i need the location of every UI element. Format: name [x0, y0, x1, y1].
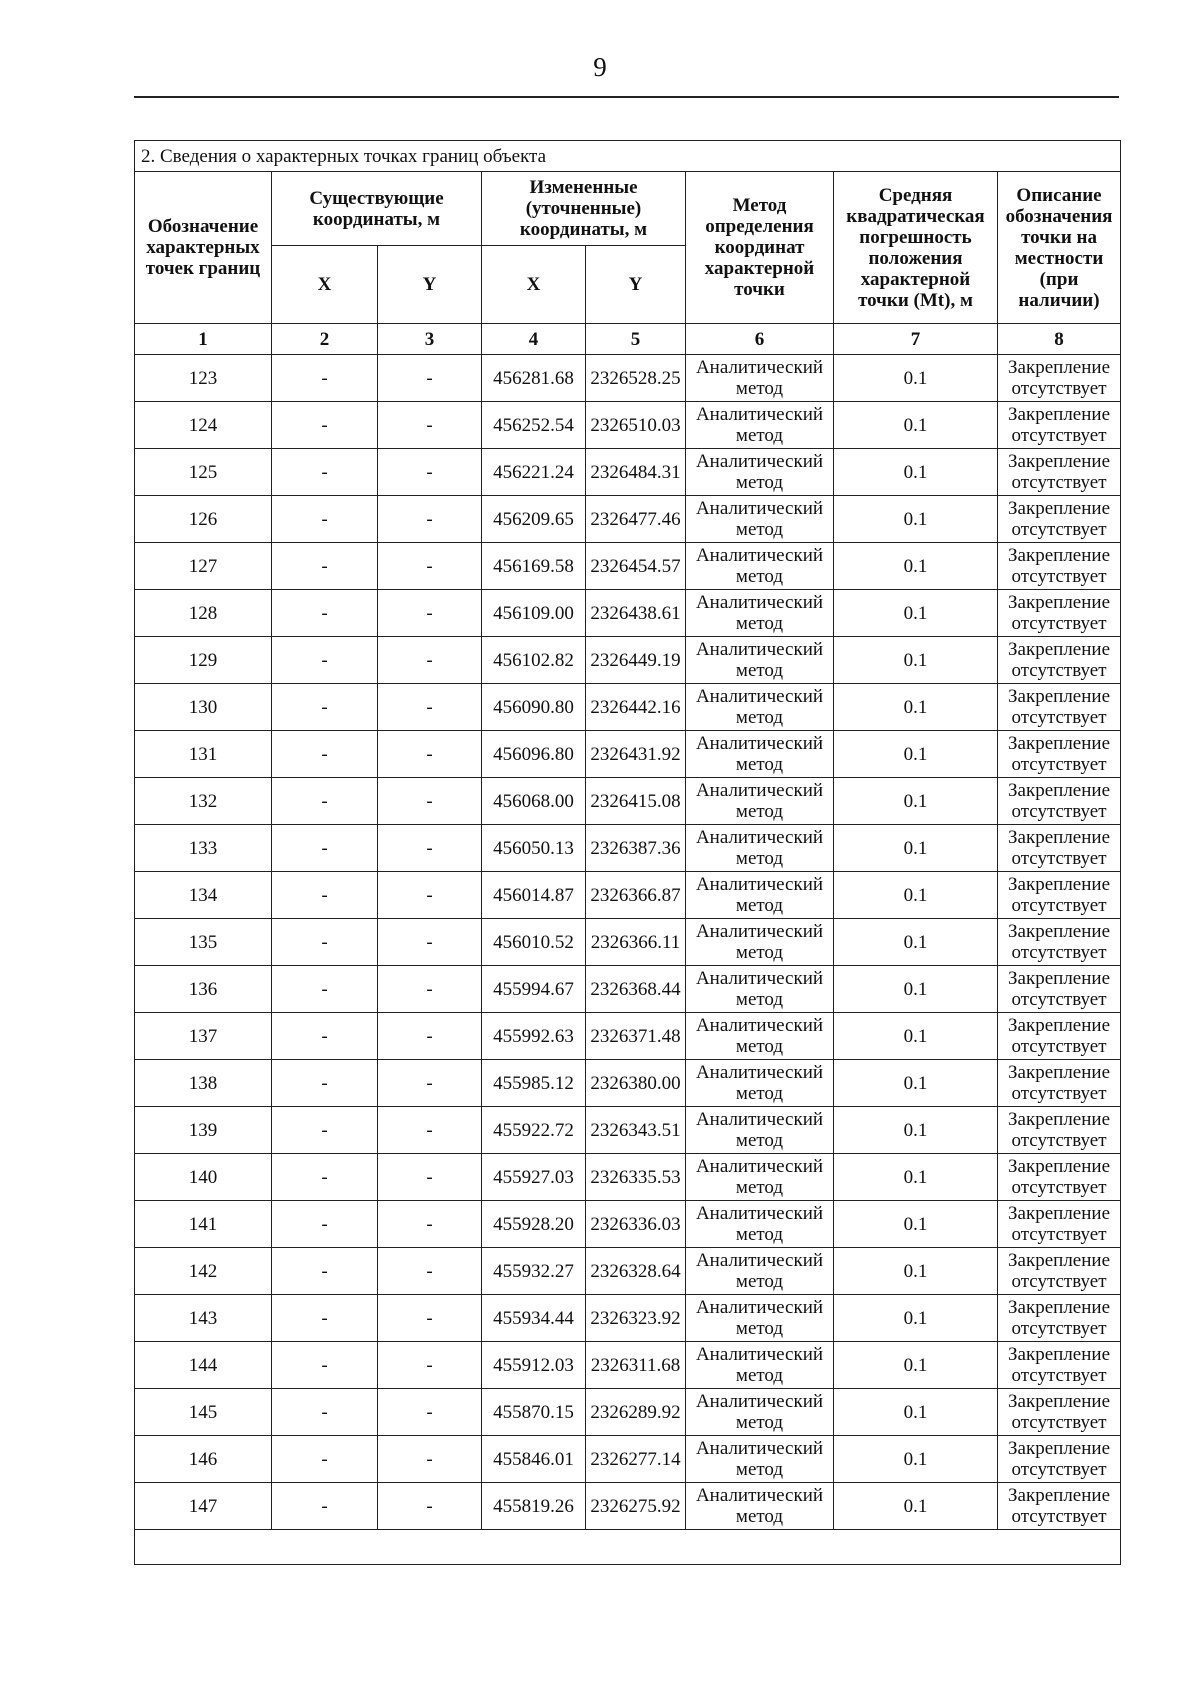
point-number-cell: 140: [135, 1154, 272, 1201]
existing-y-cell: -: [378, 543, 482, 590]
existing-y-cell: -: [378, 1248, 482, 1295]
method-cell: Аналитический метод: [686, 825, 834, 872]
table-row: [135, 966, 1121, 1013]
point-number-cell: 141: [135, 1201, 272, 1248]
existing-y-cell: -: [378, 1060, 482, 1107]
table-row: [135, 731, 1121, 778]
table-row: [135, 590, 1121, 637]
existing-x-cell: -: [272, 496, 378, 543]
existing-x-cell: -: [272, 778, 378, 825]
existing-x-cell: -: [272, 1342, 378, 1389]
existing-x-cell: -: [272, 1201, 378, 1248]
existing-y-cell: -: [378, 496, 482, 543]
header-existing-y: Y: [378, 246, 482, 324]
method-cell: Аналитический метод: [686, 1436, 834, 1483]
description-cell: Закрепление отсутствует: [998, 402, 1121, 449]
changed-x-cell: 455927.03: [482, 1154, 586, 1201]
table-row: [135, 1201, 1121, 1248]
method-cell: Аналитический метод: [686, 731, 834, 778]
existing-x-cell: -: [272, 402, 378, 449]
existing-y-cell: -: [378, 1107, 482, 1154]
description-cell: Закрепление отсутствует: [998, 1013, 1121, 1060]
point-number-cell: 125: [135, 449, 272, 496]
point-number-cell: 129: [135, 637, 272, 684]
table-row: [135, 543, 1121, 590]
table-row: [135, 919, 1121, 966]
method-cell: Аналитический метод: [686, 1060, 834, 1107]
changed-x-cell: 456102.82: [482, 637, 586, 684]
changed-y-cell: 2326442.16: [586, 684, 686, 731]
method-cell: Аналитический метод: [686, 402, 834, 449]
section-title: 2. Сведения о характерных точках границ объекта: [135, 141, 1121, 172]
column-number: 2: [272, 324, 378, 355]
error-cell: 0.1: [834, 1389, 998, 1436]
point-number-cell: 138: [135, 1060, 272, 1107]
description-cell: Закрепление отсутствует: [998, 1107, 1121, 1154]
error-cell: 0.1: [834, 1060, 998, 1107]
column-number-row: [135, 324, 1121, 355]
error-cell: 0.1: [834, 919, 998, 966]
description-cell: Закрепление отсутствует: [998, 731, 1121, 778]
error-cell: 0.1: [834, 966, 998, 1013]
description-cell: Закрепление отсутствует: [998, 1483, 1121, 1530]
existing-y-cell: -: [378, 731, 482, 778]
existing-y-cell: -: [378, 449, 482, 496]
page-number: 9: [593, 52, 607, 82]
table-row: [135, 825, 1121, 872]
existing-y-cell: -: [378, 1389, 482, 1436]
changed-y-cell: 2326528.25: [586, 355, 686, 402]
column-number: 5: [586, 324, 686, 355]
existing-x-cell: -: [272, 637, 378, 684]
description-cell: Закрепление отсутствует: [998, 1060, 1121, 1107]
point-number-cell: 123: [135, 355, 272, 402]
changed-y-cell: 2326510.03: [586, 402, 686, 449]
changed-x-cell: 455932.27: [482, 1248, 586, 1295]
existing-y-cell: -: [378, 872, 482, 919]
coordinates-sheet: [134, 140, 1120, 1565]
existing-x-cell: -: [272, 590, 378, 637]
changed-x-cell: 456252.54: [482, 402, 586, 449]
column-number: 4: [482, 324, 586, 355]
table-row: [135, 872, 1121, 919]
changed-x-cell: 455922.72: [482, 1107, 586, 1154]
point-number-cell: 126: [135, 496, 272, 543]
description-cell: Закрепление отсутствует: [998, 496, 1121, 543]
table-row: [135, 684, 1121, 731]
method-cell: Аналитический метод: [686, 1389, 834, 1436]
description-cell: Закрепление отсутствует: [998, 543, 1121, 590]
error-cell: 0.1: [834, 449, 998, 496]
method-cell: Аналитический метод: [686, 543, 834, 590]
description-cell: Закрепление отсутствует: [998, 1248, 1121, 1295]
header-changed-x: X: [482, 246, 586, 324]
existing-x-cell: -: [272, 1248, 378, 1295]
changed-x-cell: 456109.00: [482, 590, 586, 637]
boundary-points-table: [134, 140, 1121, 1565]
column-number: 1: [135, 324, 272, 355]
table-row: [135, 1107, 1121, 1154]
changed-y-cell: 2326336.03: [586, 1201, 686, 1248]
table-row: [135, 778, 1121, 825]
empty-footer-row: [135, 1530, 1121, 1565]
existing-x-cell: -: [272, 1389, 378, 1436]
changed-x-cell: 455912.03: [482, 1342, 586, 1389]
existing-x-cell: -: [272, 1013, 378, 1060]
table-row: [135, 1295, 1121, 1342]
table-row: [135, 1013, 1121, 1060]
method-cell: Аналитический метод: [686, 496, 834, 543]
changed-y-cell: 2326275.92: [586, 1483, 686, 1530]
changed-x-cell: 456169.58: [482, 543, 586, 590]
table-row: [135, 1248, 1121, 1295]
method-cell: Аналитический метод: [686, 684, 834, 731]
column-number: 8: [998, 324, 1121, 355]
point-number-cell: 139: [135, 1107, 272, 1154]
table-row: [135, 1060, 1121, 1107]
point-number-cell: 145: [135, 1389, 272, 1436]
changed-y-cell: 2326454.57: [586, 543, 686, 590]
existing-y-cell: -: [378, 1295, 482, 1342]
error-cell: 0.1: [834, 402, 998, 449]
point-number-cell: 147: [135, 1483, 272, 1530]
existing-x-cell: -: [272, 919, 378, 966]
existing-y-cell: -: [378, 1201, 482, 1248]
existing-x-cell: -: [272, 1483, 378, 1530]
table-row: [135, 1436, 1121, 1483]
point-number-cell: 130: [135, 684, 272, 731]
method-cell: Аналитический метод: [686, 355, 834, 402]
changed-x-cell: 456050.13: [482, 825, 586, 872]
changed-x-cell: 456068.00: [482, 778, 586, 825]
method-cell: Аналитический метод: [686, 637, 834, 684]
method-cell: Аналитический метод: [686, 1342, 834, 1389]
changed-y-cell: 2326366.11: [586, 919, 686, 966]
table-row: [135, 1154, 1121, 1201]
existing-x-cell: -: [272, 1154, 378, 1201]
error-cell: 0.1: [834, 1154, 998, 1201]
point-number-cell: 131: [135, 731, 272, 778]
existing-y-cell: -: [378, 402, 482, 449]
existing-y-cell: -: [378, 1483, 482, 1530]
existing-y-cell: -: [378, 778, 482, 825]
existing-y-cell: -: [378, 684, 482, 731]
error-cell: 0.1: [834, 1295, 998, 1342]
description-cell: Закрепление отсутствует: [998, 590, 1121, 637]
error-cell: 0.1: [834, 731, 998, 778]
changed-y-cell: 2326438.61: [586, 590, 686, 637]
point-number-cell: 146: [135, 1436, 272, 1483]
description-cell: Закрепление отсутствует: [998, 684, 1121, 731]
point-number-cell: 135: [135, 919, 272, 966]
point-number-cell: 142: [135, 1248, 272, 1295]
description-cell: Закрепление отсутствует: [998, 355, 1121, 402]
changed-x-cell: 455928.20: [482, 1201, 586, 1248]
existing-y-cell: -: [378, 966, 482, 1013]
header-method: Метод определения координат характерной точки: [686, 172, 834, 324]
description-cell: Закрепление отсутствует: [998, 1154, 1121, 1201]
point-number-cell: 127: [135, 543, 272, 590]
point-number-cell: 133: [135, 825, 272, 872]
changed-y-cell: 2326415.08: [586, 778, 686, 825]
error-cell: 0.1: [834, 778, 998, 825]
error-cell: 0.1: [834, 1342, 998, 1389]
error-cell: 0.1: [834, 1107, 998, 1154]
method-cell: Аналитический метод: [686, 966, 834, 1013]
existing-y-cell: -: [378, 1154, 482, 1201]
error-cell: 0.1: [834, 355, 998, 402]
changed-x-cell: 456221.24: [482, 449, 586, 496]
changed-y-cell: 2326368.44: [586, 966, 686, 1013]
header-rule: [134, 96, 1119, 98]
method-cell: Аналитический метод: [686, 590, 834, 637]
changed-y-cell: 2326335.53: [586, 1154, 686, 1201]
changed-y-cell: 2326289.92: [586, 1389, 686, 1436]
empty-footer-cell: [135, 1530, 1121, 1565]
error-cell: 0.1: [834, 1201, 998, 1248]
changed-y-cell: 2326323.92: [586, 1295, 686, 1342]
method-cell: Аналитический метод: [686, 872, 834, 919]
description-cell: Закрепление отсутствует: [998, 966, 1121, 1013]
existing-x-cell: -: [272, 355, 378, 402]
changed-y-cell: 2326328.64: [586, 1248, 686, 1295]
description-cell: Закрепление отсутствует: [998, 1436, 1121, 1483]
changed-y-cell: 2326343.51: [586, 1107, 686, 1154]
existing-y-cell: -: [378, 919, 482, 966]
existing-y-cell: -: [378, 825, 482, 872]
method-cell: Аналитический метод: [686, 449, 834, 496]
changed-y-cell: 2326311.68: [586, 1342, 686, 1389]
error-cell: 0.1: [834, 637, 998, 684]
point-number-cell: 132: [135, 778, 272, 825]
changed-x-cell: 456209.65: [482, 496, 586, 543]
changed-x-cell: 455819.26: [482, 1483, 586, 1530]
existing-x-cell: -: [272, 1295, 378, 1342]
changed-x-cell: 455992.63: [482, 1013, 586, 1060]
existing-x-cell: -: [272, 1107, 378, 1154]
header-changed-y: Y: [586, 246, 686, 324]
table-row: [135, 355, 1121, 402]
table-row: [135, 1483, 1121, 1530]
existing-y-cell: -: [378, 1013, 482, 1060]
column-number: 6: [686, 324, 834, 355]
table-row: [135, 449, 1121, 496]
existing-x-cell: -: [272, 872, 378, 919]
table-row: [135, 402, 1121, 449]
changed-x-cell: 455994.67: [482, 966, 586, 1013]
changed-y-cell: 2326371.48: [586, 1013, 686, 1060]
changed-x-cell: 455985.12: [482, 1060, 586, 1107]
existing-y-cell: -: [378, 1436, 482, 1483]
header-existing-coords: Существующие координаты, м: [272, 172, 482, 246]
existing-x-cell: -: [272, 449, 378, 496]
description-cell: Закрепление отсутствует: [998, 1342, 1121, 1389]
error-cell: 0.1: [834, 1248, 998, 1295]
header-designation: Обозначение характерных точек границ: [135, 172, 272, 324]
description-cell: Закрепление отсутствует: [998, 637, 1121, 684]
point-number-cell: 136: [135, 966, 272, 1013]
error-cell: 0.1: [834, 1013, 998, 1060]
table-row: [135, 1342, 1121, 1389]
changed-x-cell: 455870.15: [482, 1389, 586, 1436]
changed-x-cell: 456281.68: [482, 355, 586, 402]
method-cell: Аналитический метод: [686, 1201, 834, 1248]
method-cell: Аналитический метод: [686, 1013, 834, 1060]
description-cell: Закрепление отсутствует: [998, 825, 1121, 872]
method-cell: Аналитический метод: [686, 1107, 834, 1154]
header-description: Описание обозначения точки на местности (при наличии): [998, 172, 1121, 324]
description-cell: Закрепление отсутствует: [998, 1201, 1121, 1248]
error-cell: 0.1: [834, 1436, 998, 1483]
description-cell: Закрепление отсутствует: [998, 919, 1121, 966]
method-cell: Аналитический метод: [686, 1248, 834, 1295]
table-row: [135, 637, 1121, 684]
description-cell: Закрепление отсутствует: [998, 872, 1121, 919]
method-cell: Аналитический метод: [686, 778, 834, 825]
description-cell: Закрепление отсутствует: [998, 449, 1121, 496]
point-number-cell: 134: [135, 872, 272, 919]
point-number-cell: 124: [135, 402, 272, 449]
point-number-cell: 128: [135, 590, 272, 637]
error-cell: 0.1: [834, 872, 998, 919]
method-cell: Аналитический метод: [686, 1483, 834, 1530]
existing-x-cell: -: [272, 825, 378, 872]
table-row: [135, 1389, 1121, 1436]
changed-y-cell: 2326484.31: [586, 449, 686, 496]
header-error: Средняя квадратическая погрешность положения характерной точки (Mt), м: [834, 172, 998, 324]
changed-y-cell: 2326387.36: [586, 825, 686, 872]
changed-y-cell: 2326431.92: [586, 731, 686, 778]
changed-x-cell: 455934.44: [482, 1295, 586, 1342]
error-cell: 0.1: [834, 590, 998, 637]
existing-x-cell: -: [272, 543, 378, 590]
existing-y-cell: -: [378, 355, 482, 402]
existing-y-cell: -: [378, 1342, 482, 1389]
existing-y-cell: -: [378, 590, 482, 637]
existing-x-cell: -: [272, 966, 378, 1013]
error-cell: 0.1: [834, 825, 998, 872]
column-number: 7: [834, 324, 998, 355]
error-cell: 0.1: [834, 496, 998, 543]
point-number-cell: 143: [135, 1295, 272, 1342]
changed-x-cell: 456010.52: [482, 919, 586, 966]
changed-y-cell: 2326366.87: [586, 872, 686, 919]
changed-x-cell: 455846.01: [482, 1436, 586, 1483]
table-row: [135, 496, 1121, 543]
column-number: 3: [378, 324, 482, 355]
changed-y-cell: 2326477.46: [586, 496, 686, 543]
changed-x-cell: 456090.80: [482, 684, 586, 731]
changed-y-cell: 2326277.14: [586, 1436, 686, 1483]
changed-x-cell: 456014.87: [482, 872, 586, 919]
error-cell: 0.1: [834, 684, 998, 731]
description-cell: Закрепление отсутствует: [998, 1295, 1121, 1342]
existing-x-cell: -: [272, 1060, 378, 1107]
changed-y-cell: 2326380.00: [586, 1060, 686, 1107]
description-cell: Закрепление отсутствует: [998, 1389, 1121, 1436]
existing-x-cell: -: [272, 1436, 378, 1483]
header-existing-x: X: [272, 246, 378, 324]
existing-x-cell: -: [272, 684, 378, 731]
method-cell: Аналитический метод: [686, 1154, 834, 1201]
existing-x-cell: -: [272, 731, 378, 778]
header-changed-coords: Измененные (уточненные) координаты, м: [482, 172, 686, 246]
point-number-cell: 144: [135, 1342, 272, 1389]
error-cell: 0.1: [834, 543, 998, 590]
method-cell: Аналитический метод: [686, 919, 834, 966]
method-cell: Аналитический метод: [686, 1295, 834, 1342]
error-cell: 0.1: [834, 1483, 998, 1530]
description-cell: Закрепление отсутствует: [998, 778, 1121, 825]
changed-x-cell: 456096.80: [482, 731, 586, 778]
existing-y-cell: -: [378, 637, 482, 684]
point-number-cell: 137: [135, 1013, 272, 1060]
changed-y-cell: 2326449.19: [586, 637, 686, 684]
